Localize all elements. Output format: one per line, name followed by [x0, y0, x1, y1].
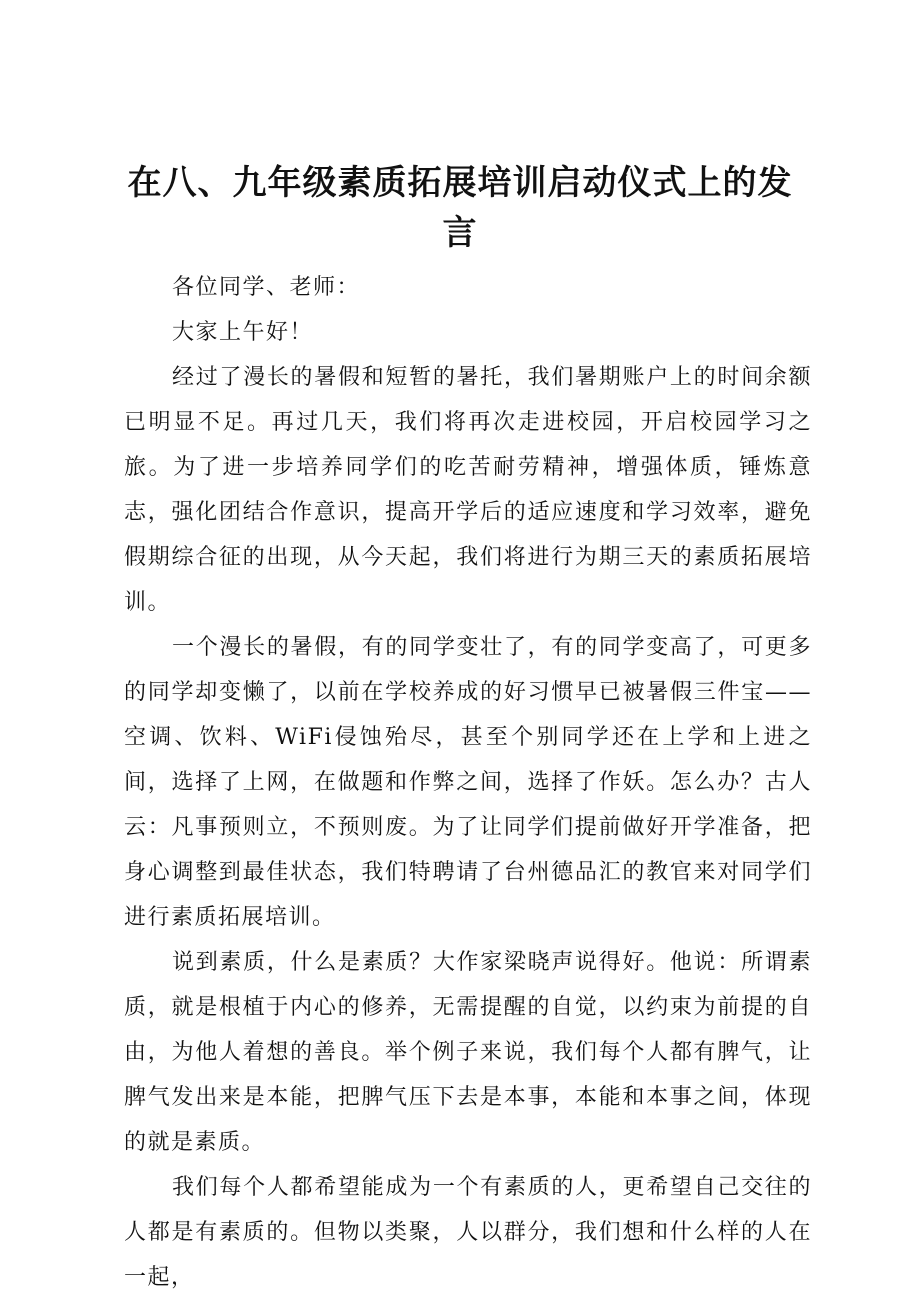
document-title: 在八、九年级素质拓展培训启动仪式上的发言 — [127, 163, 793, 253]
body-paragraph: 一个漫长的暑假，有的同学变壮了，有的同学变高了，可更多的同学却变懒了，以前在学校养成的好习惯早已被暑假三件宝——空调、饮料、WiFi侵蚀殆尽，甚至个别同学还在上学和上进之间，选择了上网，在做题和作弊之间，选择了作妖。怎么办？古人云：凡事预则立，不预则废。为了让同学们提前做好开学准备，把身心调整到最佳状态，我们特聘请了台州德品汇的教官来对同学们进行素质拓展培训。 — [124, 635, 812, 930]
body-paragraph: 我们每个人都希望能成为一个有素质的人，更希望自己交往的人都是有素质的。但物以类聚，人以群分，我们想和什么样的人在一起， — [124, 1175, 812, 1290]
body-paragraph: 经过了漫长的暑假和短暂的暑托，我们暑期账户上的时间余额已明显不足。再过几天，我们将再次走进校园，开启校园学习之旅。为了进一步培养同学们的吃苦耐劳精神，增强体质，锤炼意志，强化团结合作意识，提高开学后的适应速度和学习效率，避免假期综合征的出现，从今天起，我们将进行为期三天的素质拓展培训。 — [124, 365, 812, 615]
document-body — [124, 265, 812, 1300]
greeting: 大家上午好！ — [172, 320, 314, 345]
salutation: 各位同学、老师： — [172, 275, 361, 300]
body-paragraph: 说到素质，什么是素质？大作家梁晓声说得好。他说：所谓素质，就是根植于内心的修养，无需提醒的自觉，以约束为前提的自由，为他人着想的善良。举个例子来说，我们每个人都有脾气，让脾气发出来是本能，把脾气压下去是本事，本能和本事之间，体现的就是素质。 — [124, 950, 812, 1155]
